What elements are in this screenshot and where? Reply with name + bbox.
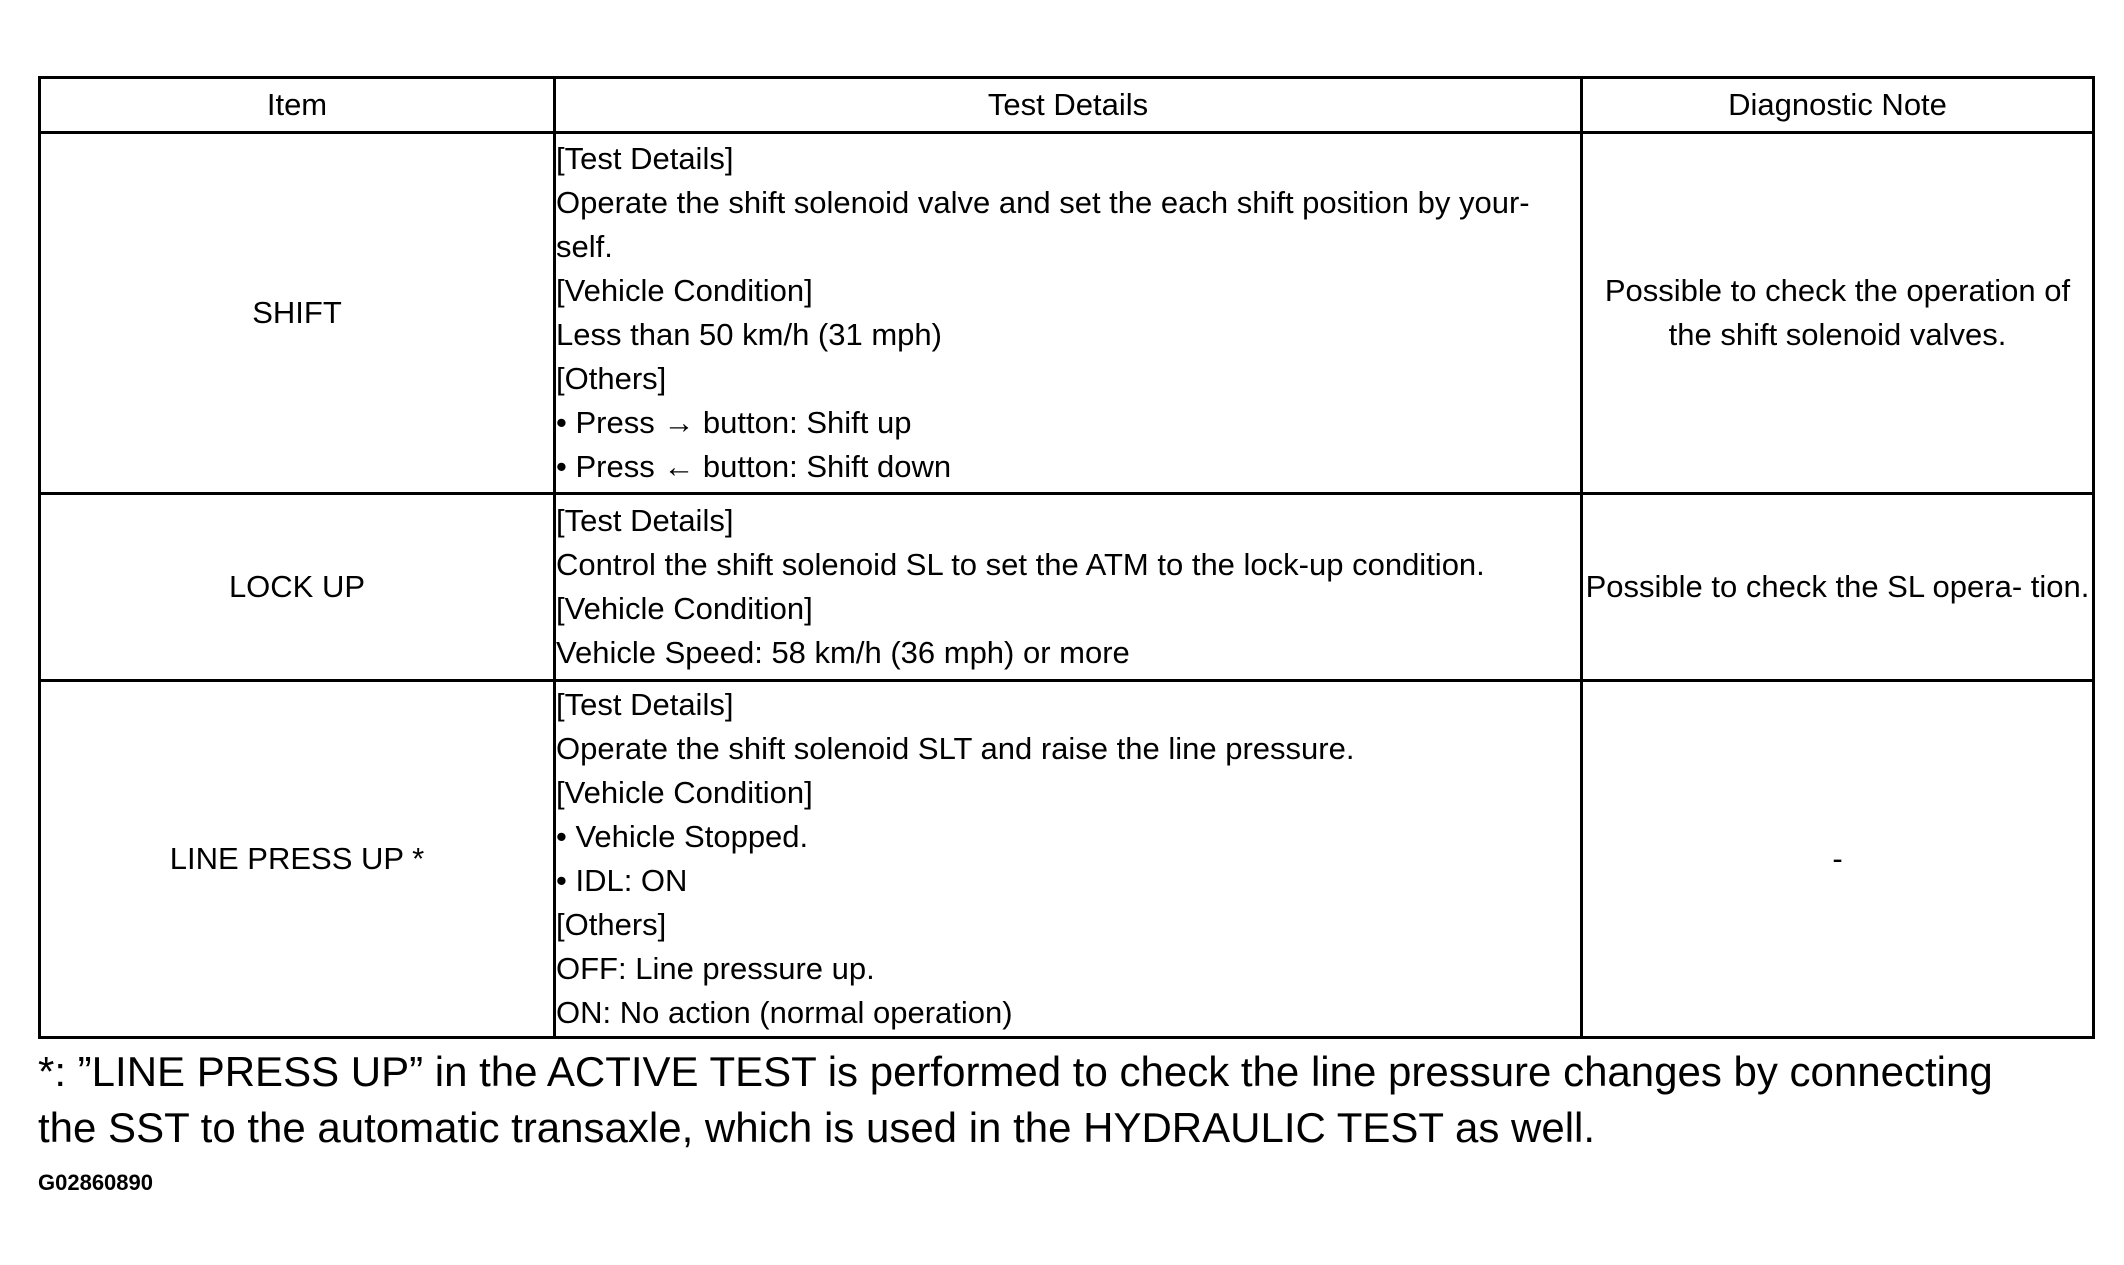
details-line: • Press ← button: Shift down bbox=[556, 449, 952, 484]
details-line: [Test Details] bbox=[556, 503, 734, 538]
header-test-details: Test Details bbox=[555, 78, 1582, 133]
footnote bbox=[38, 1044, 2098, 1156]
table-row-line-press-up bbox=[40, 681, 2094, 1038]
details-line: [Others] bbox=[556, 907, 667, 942]
test-details-cell bbox=[555, 494, 1582, 681]
details-line: [Test Details] bbox=[556, 687, 734, 722]
details-line: • Vehicle Stopped. bbox=[556, 819, 809, 854]
details-line: OFF: Line pressure up. bbox=[556, 951, 875, 986]
item-cell: LINE PRESS UP * bbox=[40, 681, 555, 1038]
footnote-line: *: ”LINE PRESS UP” in the ACTIVE TEST is performed to check the line pressure changes by connecting bbox=[38, 1048, 1993, 1095]
figure-id: G02860890 bbox=[38, 1170, 153, 1195]
details-line: Vehicle Speed: 58 km/h (36 mph) or more bbox=[556, 635, 1130, 670]
details-line: self. bbox=[556, 229, 613, 264]
footnote-line: the SST to the automatic transaxle, which is used in the HYDRAULIC TEST as well. bbox=[38, 1104, 1596, 1151]
table-header-row bbox=[40, 78, 2094, 133]
details-line: [Vehicle Condition] bbox=[556, 775, 813, 810]
details-line: [Vehicle Condition] bbox=[556, 591, 813, 626]
details-line: [Test Details] bbox=[556, 141, 734, 176]
test-details-cell bbox=[555, 681, 1582, 1038]
diagnostic-note-cell: Possible to check the SL opera- tion. bbox=[1582, 494, 2094, 681]
details-line: ON: No action (normal operation) bbox=[556, 995, 1013, 1030]
table-row-shift bbox=[40, 133, 2094, 494]
item-cell: LOCK UP bbox=[40, 494, 555, 681]
header-item: Item bbox=[40, 78, 555, 133]
header-diagnostic-note: Diagnostic Note bbox=[1582, 78, 2094, 133]
details-line: [Vehicle Condition] bbox=[556, 273, 813, 308]
details-line: [Others] bbox=[556, 361, 667, 396]
active-test-table bbox=[38, 76, 2095, 1039]
test-details-cell bbox=[555, 133, 1582, 494]
item-cell: SHIFT bbox=[40, 133, 555, 494]
details-line: Control the shift solenoid SL to set the ATM to the lock-up condition. bbox=[556, 547, 1485, 582]
table-row-lock-up bbox=[40, 494, 2094, 681]
details-line: Less than 50 km/h (31 mph) bbox=[556, 317, 942, 352]
details-line: • IDL: ON bbox=[556, 863, 688, 898]
diagnostic-note-cell: Possible to check the operation of the shift solenoid valves. bbox=[1582, 133, 2094, 494]
details-line: • Press → button: Shift up bbox=[556, 405, 912, 440]
details-line: Operate the shift solenoid valve and set the each shift position by your- bbox=[556, 185, 1530, 220]
details-line: Operate the shift solenoid SLT and raise the line pressure. bbox=[556, 731, 1355, 766]
diagnostic-note-cell: - bbox=[1582, 681, 2094, 1038]
